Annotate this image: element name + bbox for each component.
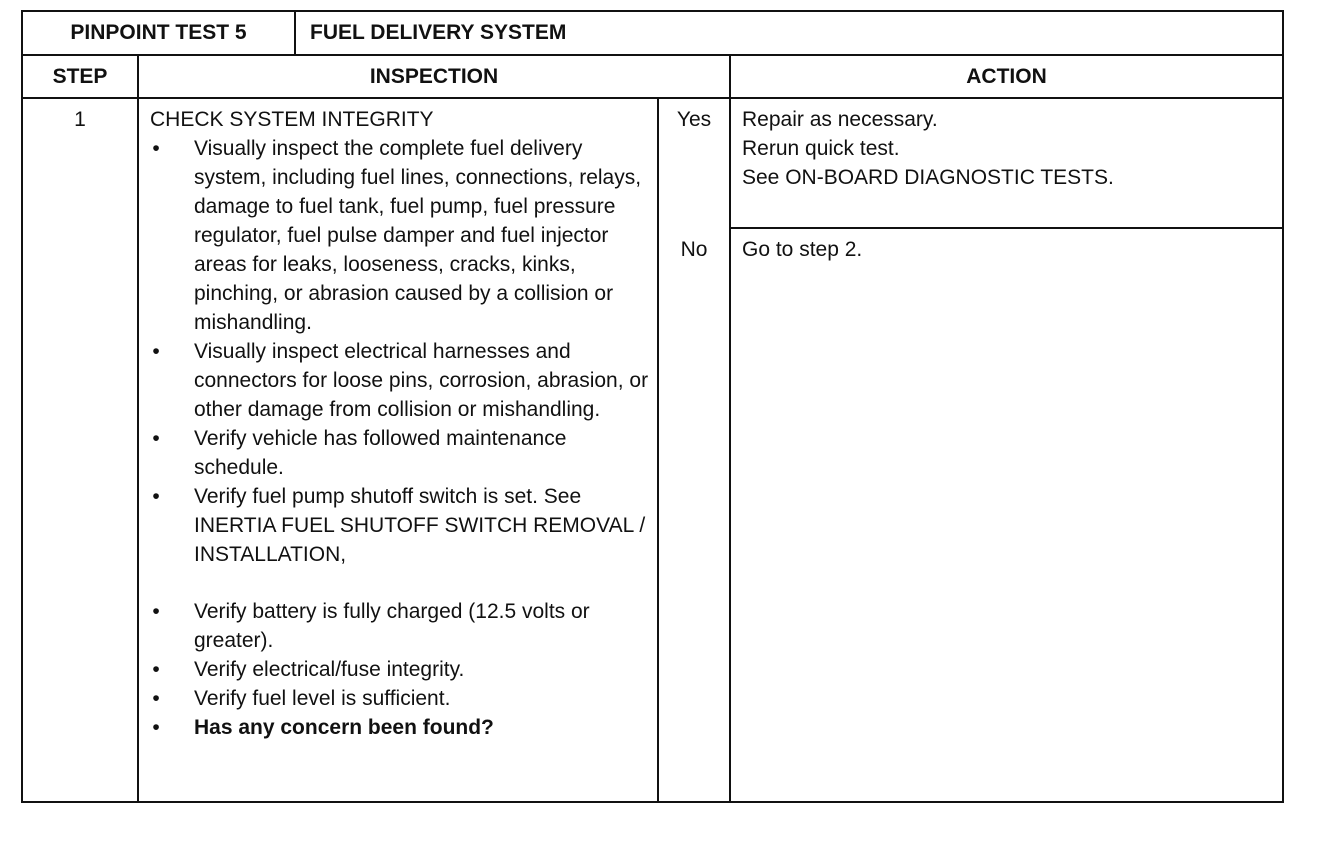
list-item: • Verify fuel pump shutoff switch is set. See INERTIA FUEL SHUTOFF SWITCH REMOVAL / INSTALLATION, <box>150 482 650 569</box>
rule-answer-column <box>657 99 659 801</box>
column-header-action: ACTION <box>966 65 1047 88</box>
test-title: FUEL DELIVERY SYSTEM <box>310 21 567 44</box>
list-item: • Visually inspect the complete fuel delivery system, including fuel lines, connections, relays, damage to fuel tank, fuel pump, fuel pressure regulator, fuel pulse damper and fuel injector areas for leaks, looseness, cracks, kinks, pinching, or abrasion caused by a collision or mishandling. <box>150 134 650 337</box>
bullet-icon: • <box>152 600 160 623</box>
bullet-icon: • <box>152 716 160 739</box>
action-no-cell <box>742 235 1272 264</box>
list-item: • Verify battery is fully charged (12.5 volts or greater). <box>150 597 650 655</box>
rule-step-column <box>137 54 139 801</box>
column-header-step: STEP <box>52 65 108 88</box>
pinpoint-test-table <box>21 10 1284 803</box>
answer-no-label: No <box>680 238 708 261</box>
action-line: Go to step 2. <box>742 238 863 261</box>
action-line: Repair as necessary. <box>742 108 938 131</box>
rule-action-column <box>729 54 731 801</box>
bullet-icon: • <box>152 427 160 450</box>
answer-yes-label: Yes <box>676 108 712 131</box>
bullet-icon: • <box>152 658 160 681</box>
action-line: Rerun quick test. <box>742 137 900 160</box>
inspection-cell <box>150 105 650 742</box>
bullet-icon: • <box>152 340 160 363</box>
inspection-title: CHECK SYSTEM INTEGRITY <box>150 108 434 131</box>
test-id-label: PINPOINT TEST 5 <box>70 21 247 44</box>
action-yes-cell <box>742 105 1272 192</box>
bullet-icon: • <box>152 137 160 160</box>
inspection-bullet-list <box>150 134 650 742</box>
list-item-concern-question: • Has any concern been found? <box>150 713 650 742</box>
list-item: • Verify electrical/fuse integrity. <box>150 655 650 684</box>
list-item: • Verify vehicle has followed maintenance schedule. <box>150 424 650 482</box>
bullet-icon: • <box>152 687 160 710</box>
rule-below-headers <box>23 97 1282 99</box>
column-header-inspection: INSPECTION <box>369 65 499 88</box>
list-item: • Visually inspect electrical harnesses and connectors for loose pins, corrosion, abrasion, or other damage from collision or mishandling. <box>150 337 650 424</box>
bullet-icon: • <box>152 485 160 508</box>
rule-title-divider <box>294 12 296 54</box>
rule-yes-no <box>729 227 1282 229</box>
action-line: See ON-BOARD DIAGNOSTIC TESTS. <box>742 166 1114 189</box>
list-item: • Verify fuel level is sufficient. <box>150 684 650 713</box>
step-number: 1 <box>74 108 86 131</box>
